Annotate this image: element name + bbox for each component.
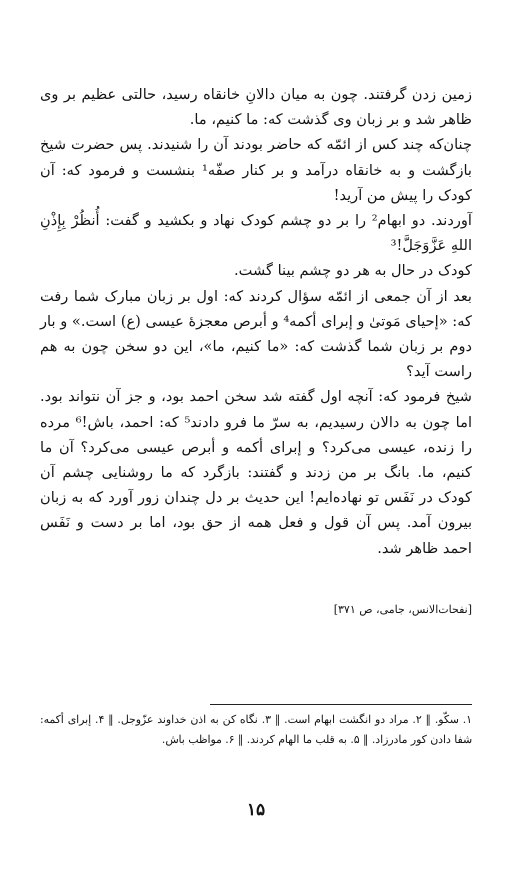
footnotes — [40, 710, 472, 749]
paragraph: بعد از آن جمعی از ائمّه سؤال کردند که: اول بر زبان مبارک شما رفت که: «إحیای مَوتیٰ و إبرای أکمه⁴ و أبرص معجزهٔ عیسی (ع) است.» و بار دوم بر زبان شما گذشت که: «ما کنیم، ما»، این دو سخن چون به هم راست آید؟ — [40, 287, 472, 381]
main-text — [40, 82, 472, 561]
source-citation: [نفحات‌الانس، جامی، ص ۳۷۱] — [333, 603, 472, 616]
paragraph: کودک در حال به هر دو چشم بینا گشت. — [234, 262, 472, 280]
footnote-text: ۱. سکّو. ‖ ۲. مراد دو انگشت ابهام است. ‖ ۳. نگاه کن به اذن خداوند عزّوجل. ‖ ۴. إبرای أکمه: شفا دادن کور مادرزاد. ‖ ۵. به قلب ما الهام کردند. ‖ ۶. مواظب باش. — [40, 713, 472, 746]
paragraph: چنان‌که چند کس از ائمّه که حاضر بودند آن را شنیدند. پس حضرت شیخ بازگشت و به خانقاه درآمد و بر کنار صفّه¹ بنشست و فرمود که: آن کودک را پیش من آرید! — [40, 136, 472, 204]
paragraph: آوردند. دو ابهام² را بر دو چشم کودک نهاد و بکشید و گفت: أُنظُرْ بِإِذْنِ اللهِ عَزَّوَجَلَّ!³ — [40, 212, 472, 255]
paragraph: شیخ فرمود که: آنچه اول گفته شد سخن احمد بود، و جز آن نتواند بود. اما چون به دالان رسیدیم، به سرّ ما فرو دادند⁵ که: احمد، باش!⁶ مرده را زنده، عیسی می‌کرد؟ و إبرای أکمه و أبرص عیسی می‌کرد؟ آن ما کنیم، ما. بانگ بر من زدند و گفتند: بازگرد که ما روشنایی چشم آن کودک در نَفَس تو نهاده‌ایم! این حدیث بر دل چندان زور آورد که به زبان بیرون آمد. پس آن قول و فعل همه از حق بود، اما بر دست و نَفَس احمد ظاهر شد. — [40, 388, 472, 557]
paragraph: زمین زدن گرفتند. چون به میان دالانِ خانقاه رسید، حالتی عظیم بر وی ظاهر شد و بر زبان وی گذشت که: ما کنیم، ما. — [40, 86, 472, 129]
page-number: ۱۵ — [246, 800, 266, 820]
footnote-divider — [210, 704, 472, 705]
